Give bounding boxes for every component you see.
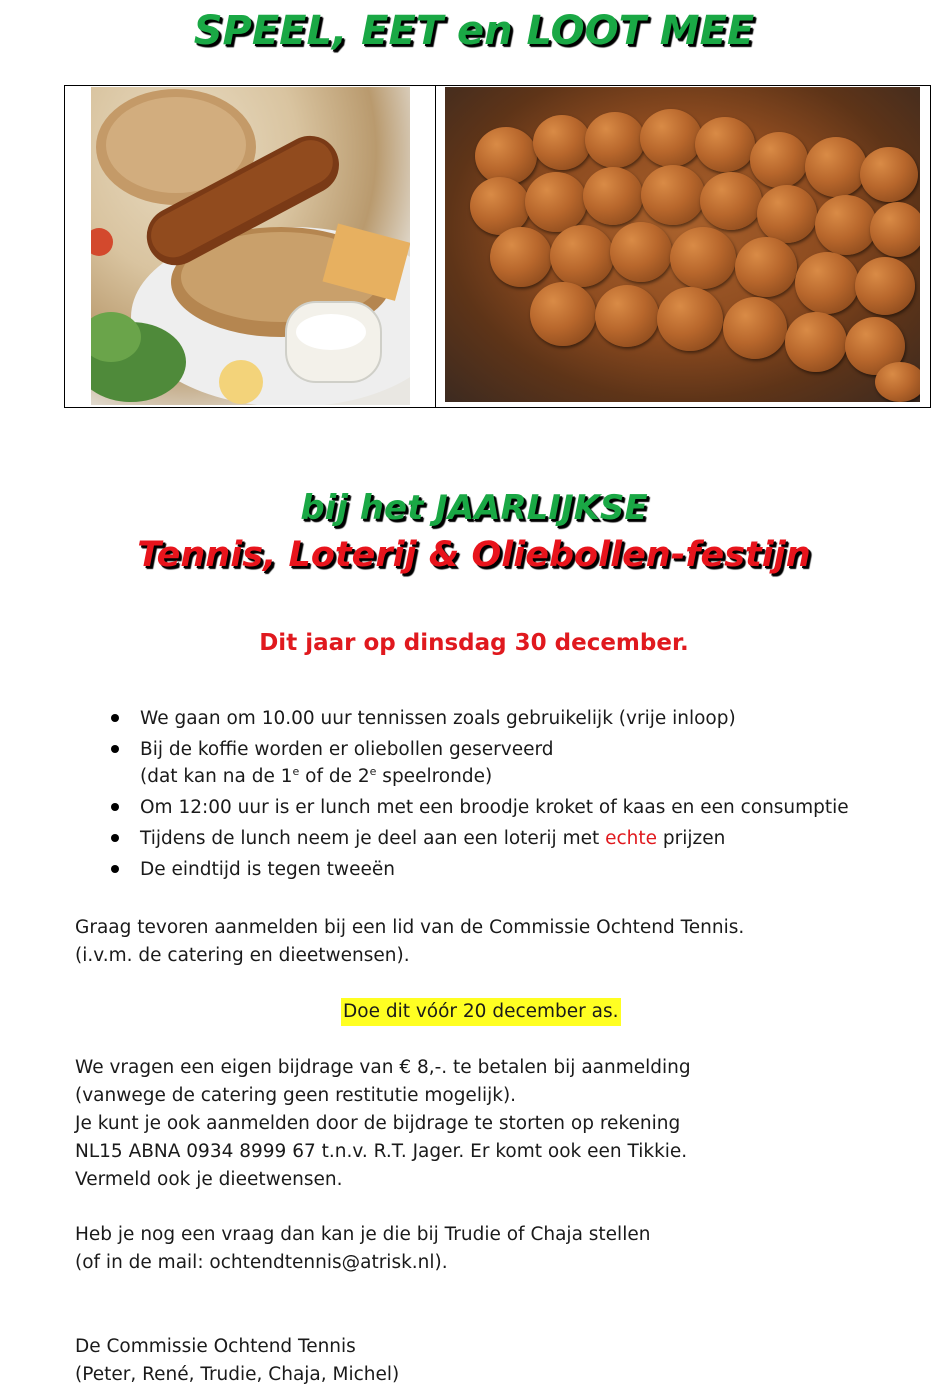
photo-table — [64, 85, 931, 408]
payment-line: NL15 ABNA 0934 8999 67 t.n.v. R.T. Jager. Er komt ook een Tikkie. — [75, 1141, 688, 1162]
photo-cell-right — [436, 86, 930, 407]
list-item-text: speelronde) — [376, 766, 493, 787]
kroket-broodje-photo — [91, 87, 410, 405]
list-item — [106, 825, 936, 852]
list-item-text: Bij de koffie worden er oliebollen geserveerd — [140, 739, 554, 760]
bullet-icon — [111, 714, 119, 722]
list-item-text: De eindtijd is tegen tweeën — [140, 859, 395, 880]
payment-line: (vanwege de catering geen restitutie mogelijk). — [75, 1085, 517, 1106]
photo-cell-left — [65, 86, 436, 407]
bullet-icon — [111, 834, 119, 842]
contact-line: Heb je nog een vraag dan kan je die bij Trudie of Chaja stellen — [75, 1224, 651, 1245]
signature-line: De Commissie Ochtend Tennis — [75, 1336, 356, 1357]
registration-line: Graag tevoren aanmelden bij een lid van de Commissie Ochtend Tennis. — [75, 917, 745, 938]
list-item — [106, 705, 936, 732]
signature-paragraph — [75, 1333, 935, 1389]
list-item — [106, 856, 936, 883]
bullet-icon — [111, 745, 119, 753]
payment-paragraph — [75, 1054, 935, 1194]
payment-line: Vermeld ook je dieetwensen. — [75, 1169, 343, 1190]
list-item-text: Tijdens de lunch neem je deel aan een loterij met — [140, 828, 606, 849]
superscript: e — [292, 764, 300, 778]
list-item-text: Om 12:00 uur is er lunch met een broodje kroket of kaas en een consumptie — [140, 797, 849, 818]
deadline-highlight: Doe dit vóór 20 december as. — [341, 998, 621, 1026]
kroket-illustration — [91, 87, 410, 405]
registration-paragraph — [75, 914, 935, 970]
registration-line: (i.v.m. de catering en dieetwensen). — [75, 945, 410, 966]
list-item-text: We gaan om 10.00 uur tennissen zoals gebruikelijk (vrije inloop) — [140, 708, 736, 729]
payment-line: We vragen een eigen bijdrage van € 8,-. te betalen bij aanmelding — [75, 1057, 691, 1078]
contact-paragraph — [75, 1221, 935, 1277]
highlight-text: echte — [605, 828, 658, 849]
event-date: Dit jaar op dinsdag 30 december. — [259, 630, 689, 656]
program-list — [106, 705, 936, 887]
event-title-line-1: bij het JAARLIJKSE — [300, 488, 648, 528]
oliebollen-photo — [445, 87, 920, 402]
list-item-text: prijzen — [657, 828, 726, 849]
contact-line: (of in de mail: ochtendtennis@atrisk.nl). — [75, 1252, 448, 1273]
bullet-icon — [111, 865, 119, 873]
event-title-line-2: Tennis, Loterij & Oliebollen-festijn — [137, 535, 811, 575]
list-item — [106, 736, 936, 790]
page-title: SPEEL, EET en LOOT MEE — [193, 8, 755, 54]
bullet-icon — [111, 803, 119, 811]
signature-line: (Peter, René, Trudie, Chaja, Michel) — [75, 1364, 400, 1385]
payment-line: Je kunt je ook aanmelden door de bijdrage te storten op rekening — [75, 1113, 681, 1134]
list-item — [106, 794, 936, 821]
list-item-text: (dat kan na de 1 — [140, 766, 293, 787]
list-item-text: of de 2 — [299, 766, 370, 787]
superscript: e — [369, 764, 377, 778]
